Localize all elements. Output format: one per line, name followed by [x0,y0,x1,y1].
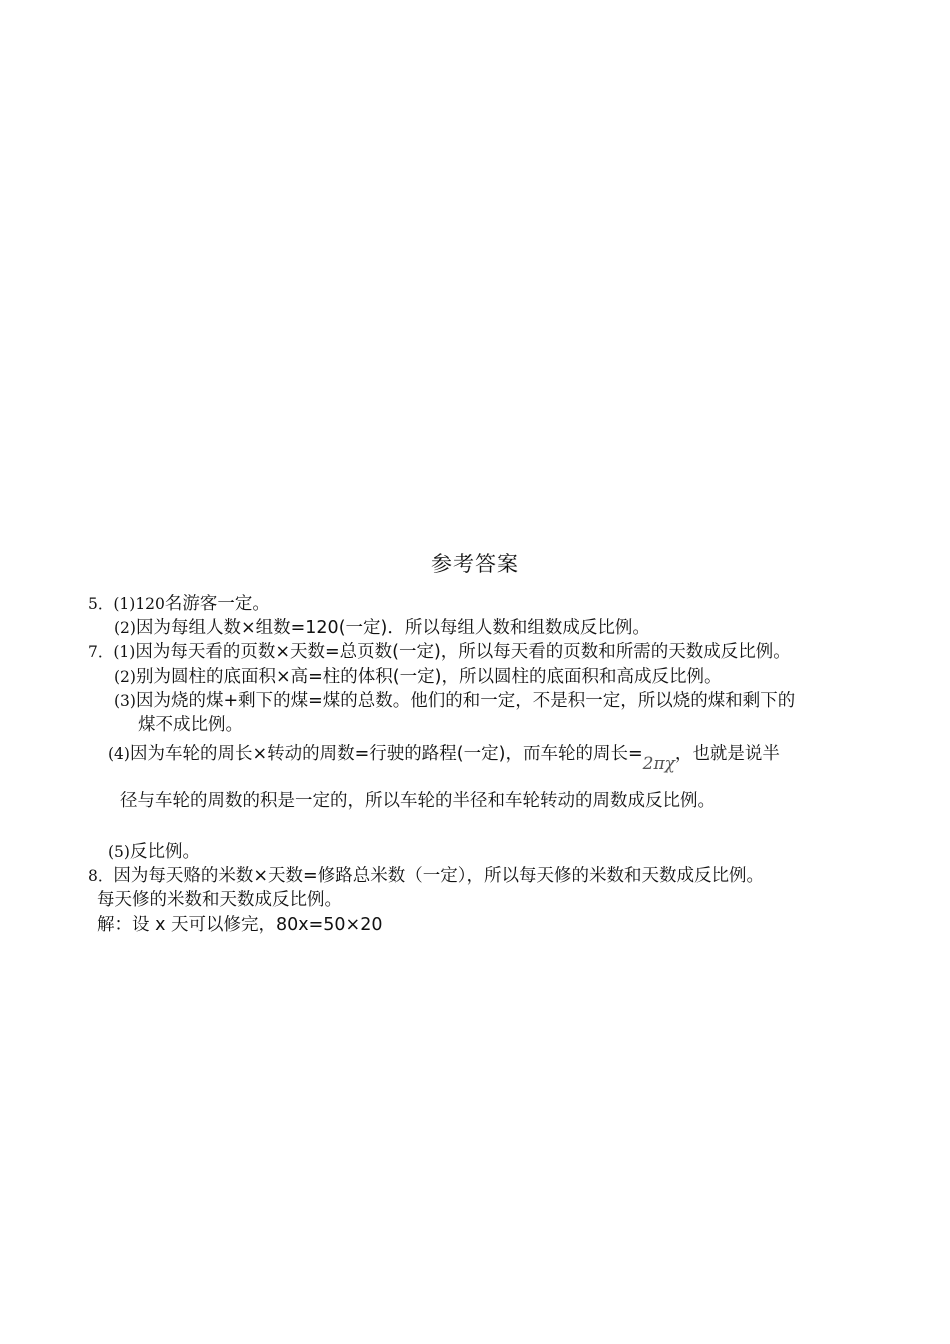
answer-5-2 [114,616,650,640]
answer-7-4-number: (4) [108,745,130,763]
answer-7-2-number: (2) [114,668,136,686]
answer-7-3-text: 因为烧的煤+剩下的煤=煤的总数。他们的和一定，不是积一定，所以烧的煤和剩下的 [135,691,796,711]
answer-5-1-number: 5．(1)120 [88,595,165,613]
answer-5-1-text: 名游客一定。 [164,594,270,614]
answer-7-2 [114,665,721,689]
answer-8-number: 8． [88,867,114,885]
answer-8-text: 因为每天赂的米数×天数=修路总米数（一定），所以每天修的米数和天数成反比例。 [113,866,764,886]
answer-7-4 [108,742,780,774]
circumference-formula: 2πχ [642,754,675,774]
answer-5-1 [88,592,270,616]
answer-8-solution: 解：设 x 天可以修完，80x=50×20 [97,915,383,935]
answer-8 [88,864,764,888]
answer-7-2-text: 别为圆柱的底面积×高=柱的体积(一定)，所以圆柱的底面积和高成反比例。 [135,667,722,687]
answer-7-3 [114,689,795,713]
answer-5-2-text: 因为每组人数×组数=120(一定)．所以每组人数和组数成反比例。 [135,618,650,638]
answer-7-1 [88,640,791,664]
answer-5-2-number: (2) [114,619,136,637]
answer-7-5-text: 反比例。 [129,842,200,862]
answer-7-3-number: (3) [114,692,136,710]
page-title: 参考答案 [431,552,519,576]
answer-7-4-continuation: 径与车轮的周数的积是一定的，所以车轮的半径和车轮转动的周数成反比例。 [120,791,715,811]
answer-8-line-2: 每天修的米数和天数成反比例。 [97,890,342,910]
answer-7-1-number: 7．(1) [88,643,136,661]
answer-7-5-number: (5) [108,843,130,861]
answer-7-4-text: 因为车轮的周长×转动的周数=行驶的路程(一定)，而车轮的周长= [129,744,643,764]
answer-7-4-text-end: ，也就是说半 [674,744,780,764]
answer-7-1-text: 因为每天看的页数×天数=总页数(一定)，所以每天看的页数和所需的天数成反比例。 [135,642,791,662]
answer-7-3-continuation: 煤不成比例。 [138,715,243,735]
answer-7-5 [108,840,200,864]
